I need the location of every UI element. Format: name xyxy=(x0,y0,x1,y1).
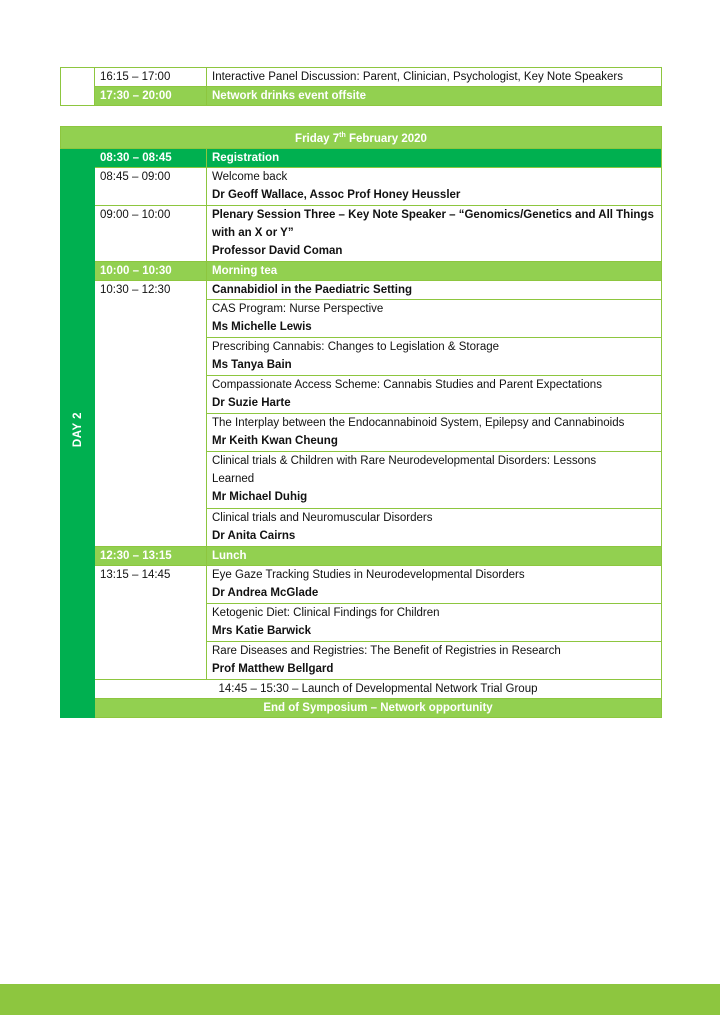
session-time: 13:15 – 14:45 xyxy=(95,565,207,679)
day2-table xyxy=(60,126,662,718)
day-side-bar xyxy=(61,148,95,717)
talk-cell xyxy=(207,413,662,451)
talk-title: Clinical trials & Children with Rare Neurodevelopmental Disorders: Lessons xyxy=(212,454,597,467)
talk-speaker: Mr Michael Duhig xyxy=(212,490,308,503)
session-title: Network drinks event offsite xyxy=(207,87,662,106)
talk-speaker: Prof Matthew Bellgard xyxy=(212,662,334,675)
talk-cell xyxy=(207,603,662,641)
session-speaker: Dr Geoff Wallace, Assoc Prof Honey Heussler xyxy=(212,188,461,201)
session-title: Morning tea xyxy=(207,261,662,280)
session-time: 10:00 – 10:30 xyxy=(95,261,207,280)
session-title: Registration xyxy=(207,148,662,167)
talk-cell xyxy=(207,641,662,679)
talk-cell xyxy=(207,337,662,375)
talk-cell xyxy=(207,299,662,337)
footer-bar xyxy=(0,984,720,1015)
talk-title: CAS Program: Nurse Perspective xyxy=(212,302,384,315)
talk-title-cont: Learned xyxy=(212,472,255,485)
talk-speaker: Dr Anita Cairns xyxy=(212,529,296,542)
session-time: 17:30 – 20:00 xyxy=(95,87,207,106)
session-title: Lunch xyxy=(207,546,662,565)
session-time: 12:30 – 13:15 xyxy=(95,546,207,565)
session-time: 08:30 – 08:45 xyxy=(95,148,207,167)
day1-side-cell xyxy=(61,68,95,106)
talk-title: Eye Gaze Tracking Studies in Neurodevelopmental Disorders xyxy=(212,568,525,581)
talk-cell xyxy=(207,565,662,603)
talk-speaker: Dr Suzie Harte xyxy=(212,396,291,409)
block-heading: Cannabidiol in the Paediatric Setting xyxy=(207,280,662,299)
talk-cell xyxy=(207,508,662,546)
talk-title: Ketogenic Diet: Clinical Findings for Children xyxy=(212,606,440,619)
talk-title: The Interplay between the Endocannabinoid System, Epilepsy and Cannabinoids xyxy=(212,416,625,429)
session-cell xyxy=(207,167,662,205)
talk-cell xyxy=(207,375,662,413)
talk-speaker: Mr Keith Kwan Cheung xyxy=(212,434,338,447)
session-time: 09:00 – 10:00 xyxy=(95,205,207,261)
talk-title: Rare Diseases and Registries: The Benefit of Registries in Research xyxy=(212,644,561,657)
day1-tail-table xyxy=(60,67,662,106)
launch-row: 14:45 – 15:30 – Launch of Developmental Network Trial Group xyxy=(95,679,662,698)
session-title: Welcome back xyxy=(212,170,288,183)
end-of-symposium-row: End of Symposium – Network opportunity xyxy=(95,698,662,717)
session-title-cont: with an X or Y” xyxy=(212,226,294,239)
talk-title: Prescribing Cannabis: Changes to Legislation & Storage xyxy=(212,340,500,353)
session-title: Interactive Panel Discussion: Parent, Clinician, Psychologist, Key Note Speakers xyxy=(207,68,662,87)
talk-speaker: Mrs Katie Barwick xyxy=(212,624,312,637)
session-time: 10:30 – 12:30 xyxy=(95,280,207,546)
session-title: Plenary Session Three – Key Note Speaker – “Genomics/Genetics and All Things xyxy=(212,208,654,221)
talk-speaker: Ms Tanya Bain xyxy=(212,358,292,371)
day2-header: Friday 7th February 2020 xyxy=(61,127,662,149)
talk-title: Clinical trials and Neuromuscular Disorders xyxy=(212,511,433,524)
session-time: 16:15 – 17:00 xyxy=(95,68,207,87)
talk-speaker: Ms Michelle Lewis xyxy=(212,320,312,333)
talk-cell xyxy=(207,451,662,508)
session-cell xyxy=(207,205,662,261)
day-label: DAY 2 xyxy=(71,412,84,448)
talk-title: Compassionate Access Scheme: Cannabis Studies and Parent Expectations xyxy=(212,378,602,391)
talk-speaker: Dr Andrea McGlade xyxy=(212,586,319,599)
session-speaker: Professor David Coman xyxy=(212,244,343,257)
session-time: 08:45 – 09:00 xyxy=(95,167,207,205)
